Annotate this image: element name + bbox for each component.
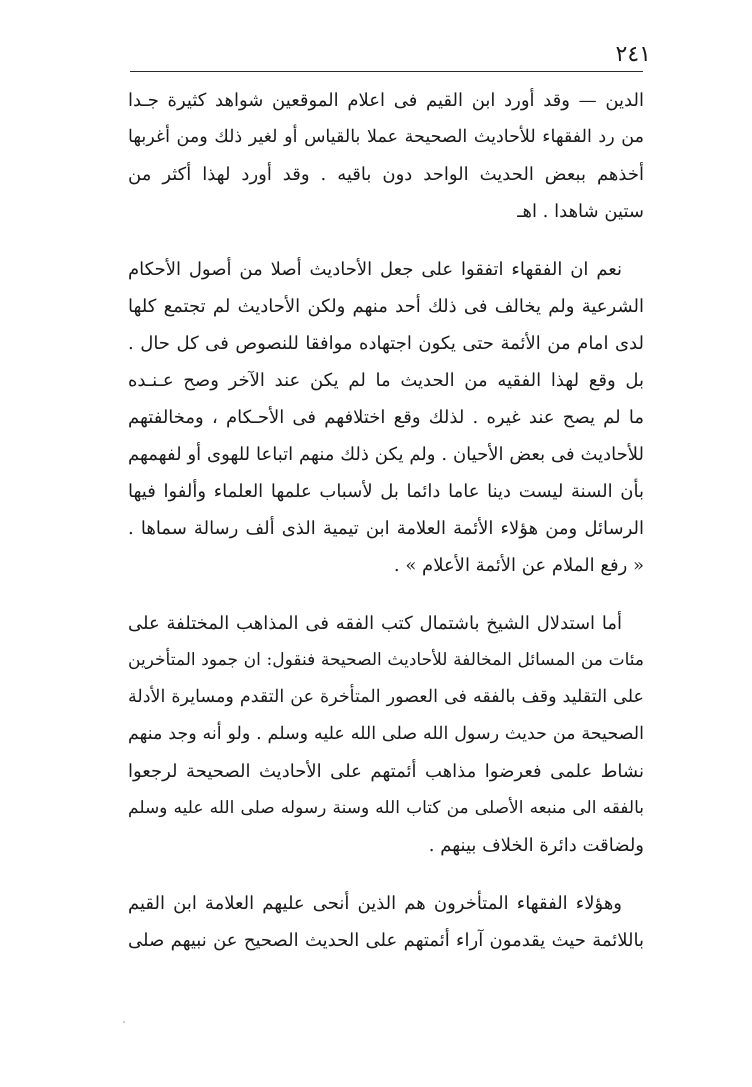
text-line: الشرعية ولم يخالف فى ذلك أحد منهم ولكن الأحاديث لم تجتمع كلها <box>128 296 644 317</box>
paragraph-2 <box>128 251 644 584</box>
text-line: ستين شاهدا . اهـ <box>517 201 644 222</box>
text-line: لدى امام من الأئمة حتى يكون اجتهاده موافقا للنصوص فى كل حال . <box>128 333 644 354</box>
text-line: من رد الفقهاء للأحاديث الصحيحة عملا بالقياس أو لغير ذلك ومن أغربها <box>128 127 644 147</box>
text-line: ولضاقت دائرة الخلاف بينهم . <box>428 835 644 856</box>
text-line: نشاط علمى فعرضوا مذاهب أئمتهم على الأحاديث الصحيحة لرجعوا <box>128 761 644 782</box>
text-line: « رفع الملام عن الأئمة الأعلام » . <box>393 555 644 576</box>
text-line: باللائمة حيث يقدمون آراء أئمتهم على الحديث الصحيح عن نبيهم صلى <box>128 930 644 951</box>
text-line: الدين — وقد أورد ابن القيم فى اعلام الموقعين شواهد كثيرة جـدا <box>128 90 644 111</box>
paragraph-4 <box>128 885 644 959</box>
text-line: أما استدلال الشيخ باشتمال كتب الفقه فى المذاهب المختلفة على <box>128 613 622 634</box>
scan-speck <box>123 1021 125 1023</box>
header-rule <box>130 71 643 72</box>
text-line: نعم ان الفقهاء اتفقوا على جعل الأحاديث أصلا من أصول الأحكام <box>128 259 622 280</box>
text-line: بالفقه الى منبعه الأصلى من كتاب الله وسنة رسوله صلى الله عليه وسلم <box>128 798 644 818</box>
paragraph-gap <box>128 230 644 251</box>
paragraph-gap <box>128 584 644 605</box>
text-line: وهؤلاء الفقهاء المتأخرون هم الذين أنحى عليهم العلامة ابن القيم <box>128 893 622 914</box>
page-number: ٢٤١ <box>615 42 651 67</box>
text-line: للأحاديث فى بعض الأحيان . ولم يكن ذلك منهم اتباعا للهوى أو لفهمهم <box>128 444 644 465</box>
body-text <box>128 82 644 959</box>
text-line: الصحيحة من حديث رسول الله صلى الله عليه وسلم . ولو أنه وجد منهم <box>128 724 644 744</box>
paragraph-3 <box>128 605 644 864</box>
paragraph-1 <box>128 82 644 230</box>
text-line: مئات من المسائل المخالفة للأحاديث الصحيحة فنقول: ان جمود المتأخرين <box>128 650 644 670</box>
paragraph-gap <box>128 864 644 885</box>
text-line: بأن السنة ليست دينا عاما دائما بل لأسباب علمها العلماء وألفوا فيها <box>128 481 644 502</box>
text-line: على التقليد وقف بالفقه فى العصور المتأخرة عن التقدم ومسايرة الأدلة <box>128 687 644 707</box>
text-line: ما لم يصح عند غيره . لذلك وقع اختلافهم فى الأحـكام ، ومخالفتهم <box>128 407 644 428</box>
text-line: بل وقع لهذا الفقيه من الحديث ما لم يكن عند الآخر وصح عـنـده <box>128 370 644 391</box>
text-line: الرسائل ومن هؤلاء الأئمة العلامة ابن تيمية الذى ألف رسالة سماها . <box>128 518 644 539</box>
text-line: أخذهم ببعض الحديث الواحد دون باقيه . وقد أورد لهذا أكثر من <box>128 164 644 185</box>
